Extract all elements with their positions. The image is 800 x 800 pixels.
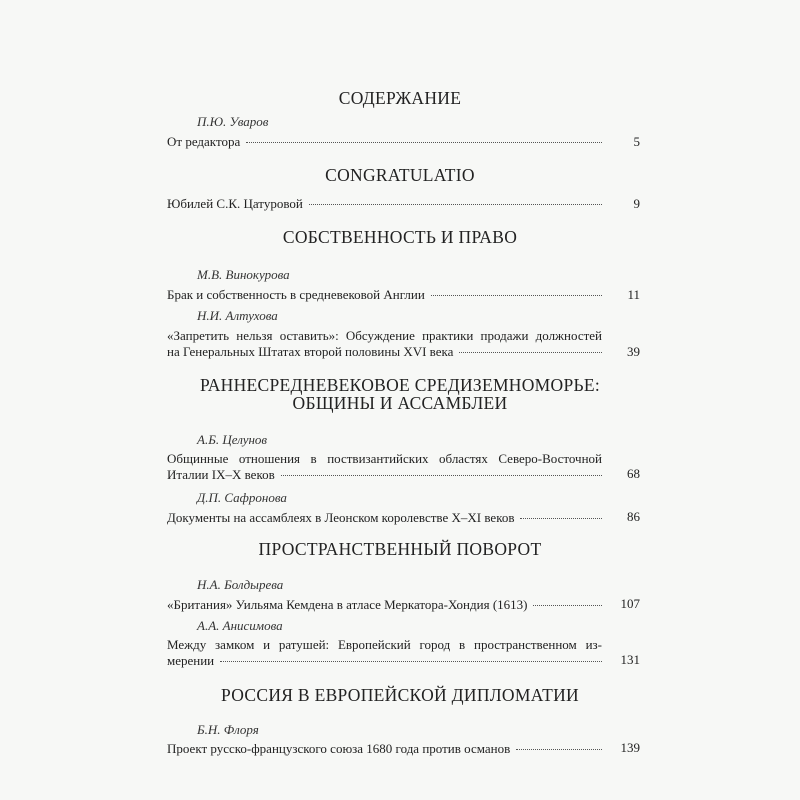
entry-author: Д.П. Сафронова <box>197 490 287 505</box>
toc-entry[interactable] <box>167 597 602 613</box>
section-heading: РАННЕСРЕДНЕВЕКОВОЕ СРЕДИЗЕМНОМОРЬЕ: <box>199 375 601 395</box>
section-heading: ПРОСТРАНСТВЕННЫЙ ПОВОРОТ <box>258 539 542 559</box>
toc-entry[interactable] <box>167 510 602 526</box>
entry-author: Н.А. Болдырева <box>197 577 284 592</box>
toc-entry[interactable] <box>167 653 602 669</box>
page-number[interactable]: 9 <box>633 196 640 211</box>
entry-title: От редактора <box>167 134 241 149</box>
dot-leader <box>309 204 602 205</box>
section-heading: СОБСТВЕННОСТЬ И ПРАВО <box>282 227 518 247</box>
entry-author: Б.Н. Флоря <box>197 722 259 737</box>
toc-entry[interactable] <box>167 741 602 757</box>
entry-title: Проект русско-французского союза 1680 года против османов <box>167 741 511 756</box>
section-heading: РОССИЯ В ЕВРОПЕЙСКОЙ ДИПЛОМАТИИ <box>221 685 579 705</box>
entry-title: мерении <box>167 653 215 668</box>
page-number[interactable]: 68 <box>627 466 640 481</box>
page-number[interactable]: 107 <box>620 596 640 611</box>
toc-entry[interactable] <box>167 134 602 150</box>
entry-author: А.Б. Целунов <box>197 432 268 447</box>
entry-author: П.Ю. Уваров <box>197 114 269 129</box>
entry-title: «Британия» Уильяма Кемдена в атласе Меркатора-Хондия (1613) <box>167 597 528 612</box>
entry-title: Брак и собственность в средневековой Англии <box>167 287 425 302</box>
page-number[interactable]: 86 <box>627 509 640 524</box>
entry-title: Документы на ассамблеях в Леонском королевстве X–XI веков <box>167 510 515 525</box>
page-number[interactable]: 11 <box>627 287 640 302</box>
entry-title: на Генеральных Штатах второй половины XVI века <box>167 344 454 359</box>
entry-title: Италии IX–X веков <box>167 467 275 482</box>
toc-heading: СОДЕРЖАНИЕ <box>338 88 462 108</box>
page-number[interactable]: 139 <box>620 740 640 755</box>
dot-leader <box>281 475 602 476</box>
entry-title: Юбилей С.К. Цатуровой <box>167 196 303 211</box>
dot-leader <box>431 295 602 296</box>
entry-title-line[interactable]: Общинные отношения в поствизантийских областях Северо-Восточной <box>167 451 602 466</box>
dot-leader <box>220 661 602 662</box>
entry-author: Н.И. Алтухова <box>197 308 278 323</box>
entry-author: М.В. Винокурова <box>197 267 290 282</box>
page-number[interactable]: 39 <box>627 344 640 359</box>
toc-entry[interactable] <box>167 467 602 483</box>
entry-title-line[interactable]: «Запретить нельзя оставить»: Обсуждение практики продажи должностей <box>167 328 602 343</box>
toc-entry[interactable] <box>167 196 602 212</box>
section-heading: CONGRATULATIO <box>325 165 475 185</box>
page-number[interactable]: 131 <box>620 652 640 667</box>
section-heading-line2: ОБЩИНЫ И АССАМБЛЕИ <box>292 393 508 413</box>
page-number[interactable]: 5 <box>633 134 640 149</box>
toc-entry[interactable] <box>167 344 602 360</box>
dot-leader <box>246 142 602 143</box>
toc-entry[interactable] <box>167 287 602 303</box>
entry-title-line[interactable]: Между замком и ратушей: Европейский город в пространственном из- <box>167 637 602 652</box>
entry-author: А.А. Анисимова <box>197 618 283 633</box>
